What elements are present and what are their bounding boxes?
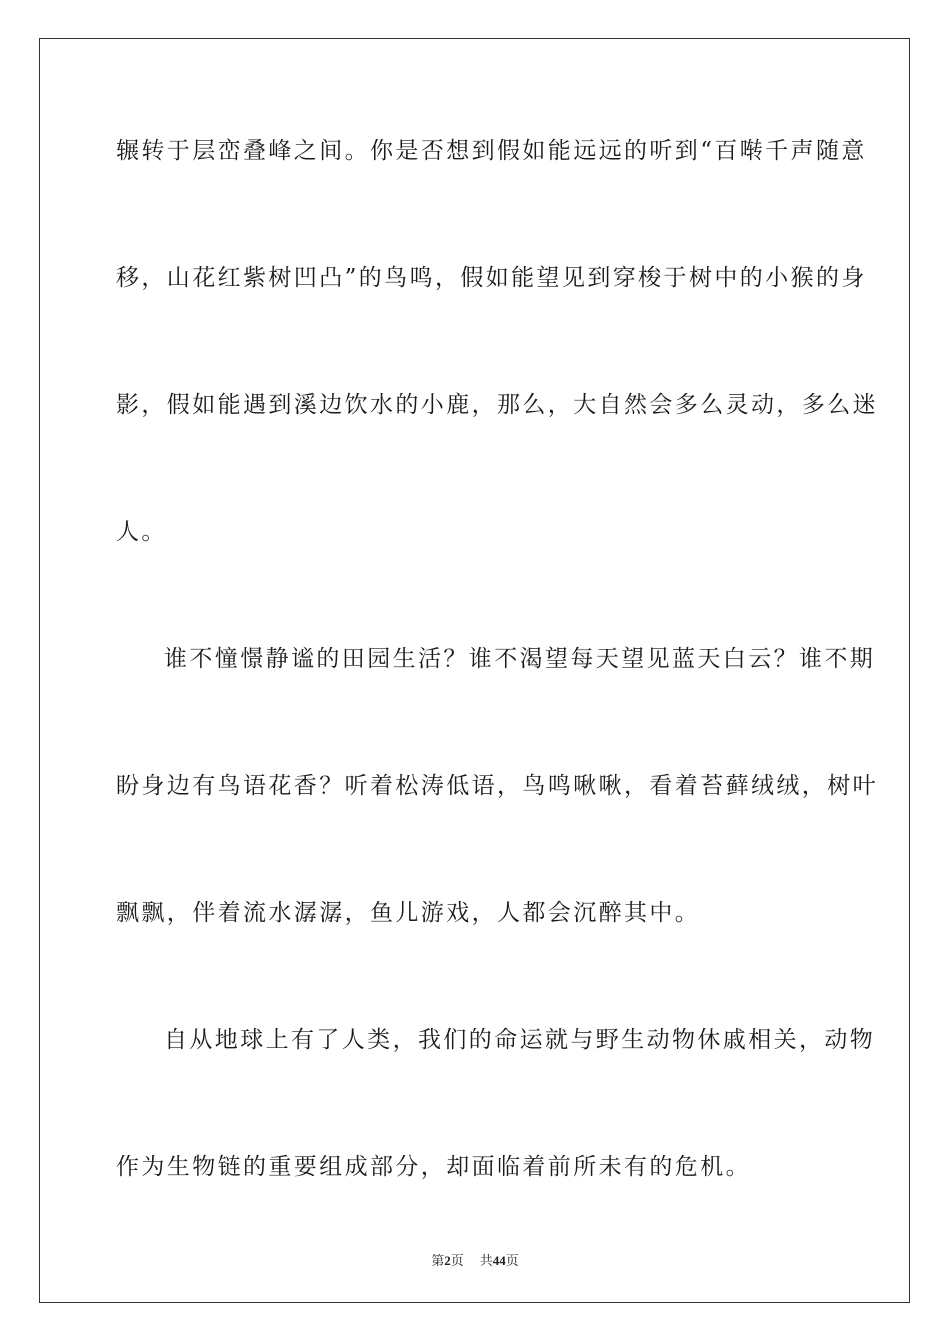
text-line: 移，山花红紫树凹凸”的鸟鸣，假如能望见到穿梭于树中的小猴的身 bbox=[116, 265, 867, 291]
text-line: 人。 bbox=[116, 519, 167, 545]
page-prefix: 第 bbox=[431, 1253, 445, 1268]
page-suffix: 页 bbox=[450, 1253, 464, 1268]
text-line: 飘飘，伴着流水潺潺，鱼儿游戏，人都会沉醉其中。 bbox=[116, 900, 701, 926]
total-suffix: 页 bbox=[505, 1253, 519, 1268]
text-line: 影，假如能遇到溪边饮水的小鹿，那么，大自然会多么灵动，多么迷 bbox=[116, 392, 878, 418]
text-line: 辗转于层峦叠峰之间。你是否想到假如能远远的听到“百啭千声随意 bbox=[116, 138, 867, 164]
text-line: 作为生物链的重要组成部分，却面临着前所未有的危机。 bbox=[116, 1154, 751, 1180]
total-prefix: 共 bbox=[479, 1253, 493, 1268]
total-pages: 44 bbox=[492, 1253, 506, 1268]
page-number: 2 bbox=[444, 1253, 451, 1268]
text-line-paragraph-start: 谁不憧憬静谧的田园生活？谁不渴望每天望见蓝天白云？谁不期 bbox=[164, 646, 876, 672]
page-footer bbox=[0, 1250, 950, 1269]
text-line-paragraph-start: 自从地球上有了人类，我们的命运就与野生动物休戚相关，动物 bbox=[164, 1027, 876, 1053]
document-body bbox=[116, 126, 878, 1269]
text-line: 盼身边有鸟语花香？听着松涛低语，鸟鸣啾啾，看着苔藓绒绒，树叶 bbox=[116, 773, 878, 799]
